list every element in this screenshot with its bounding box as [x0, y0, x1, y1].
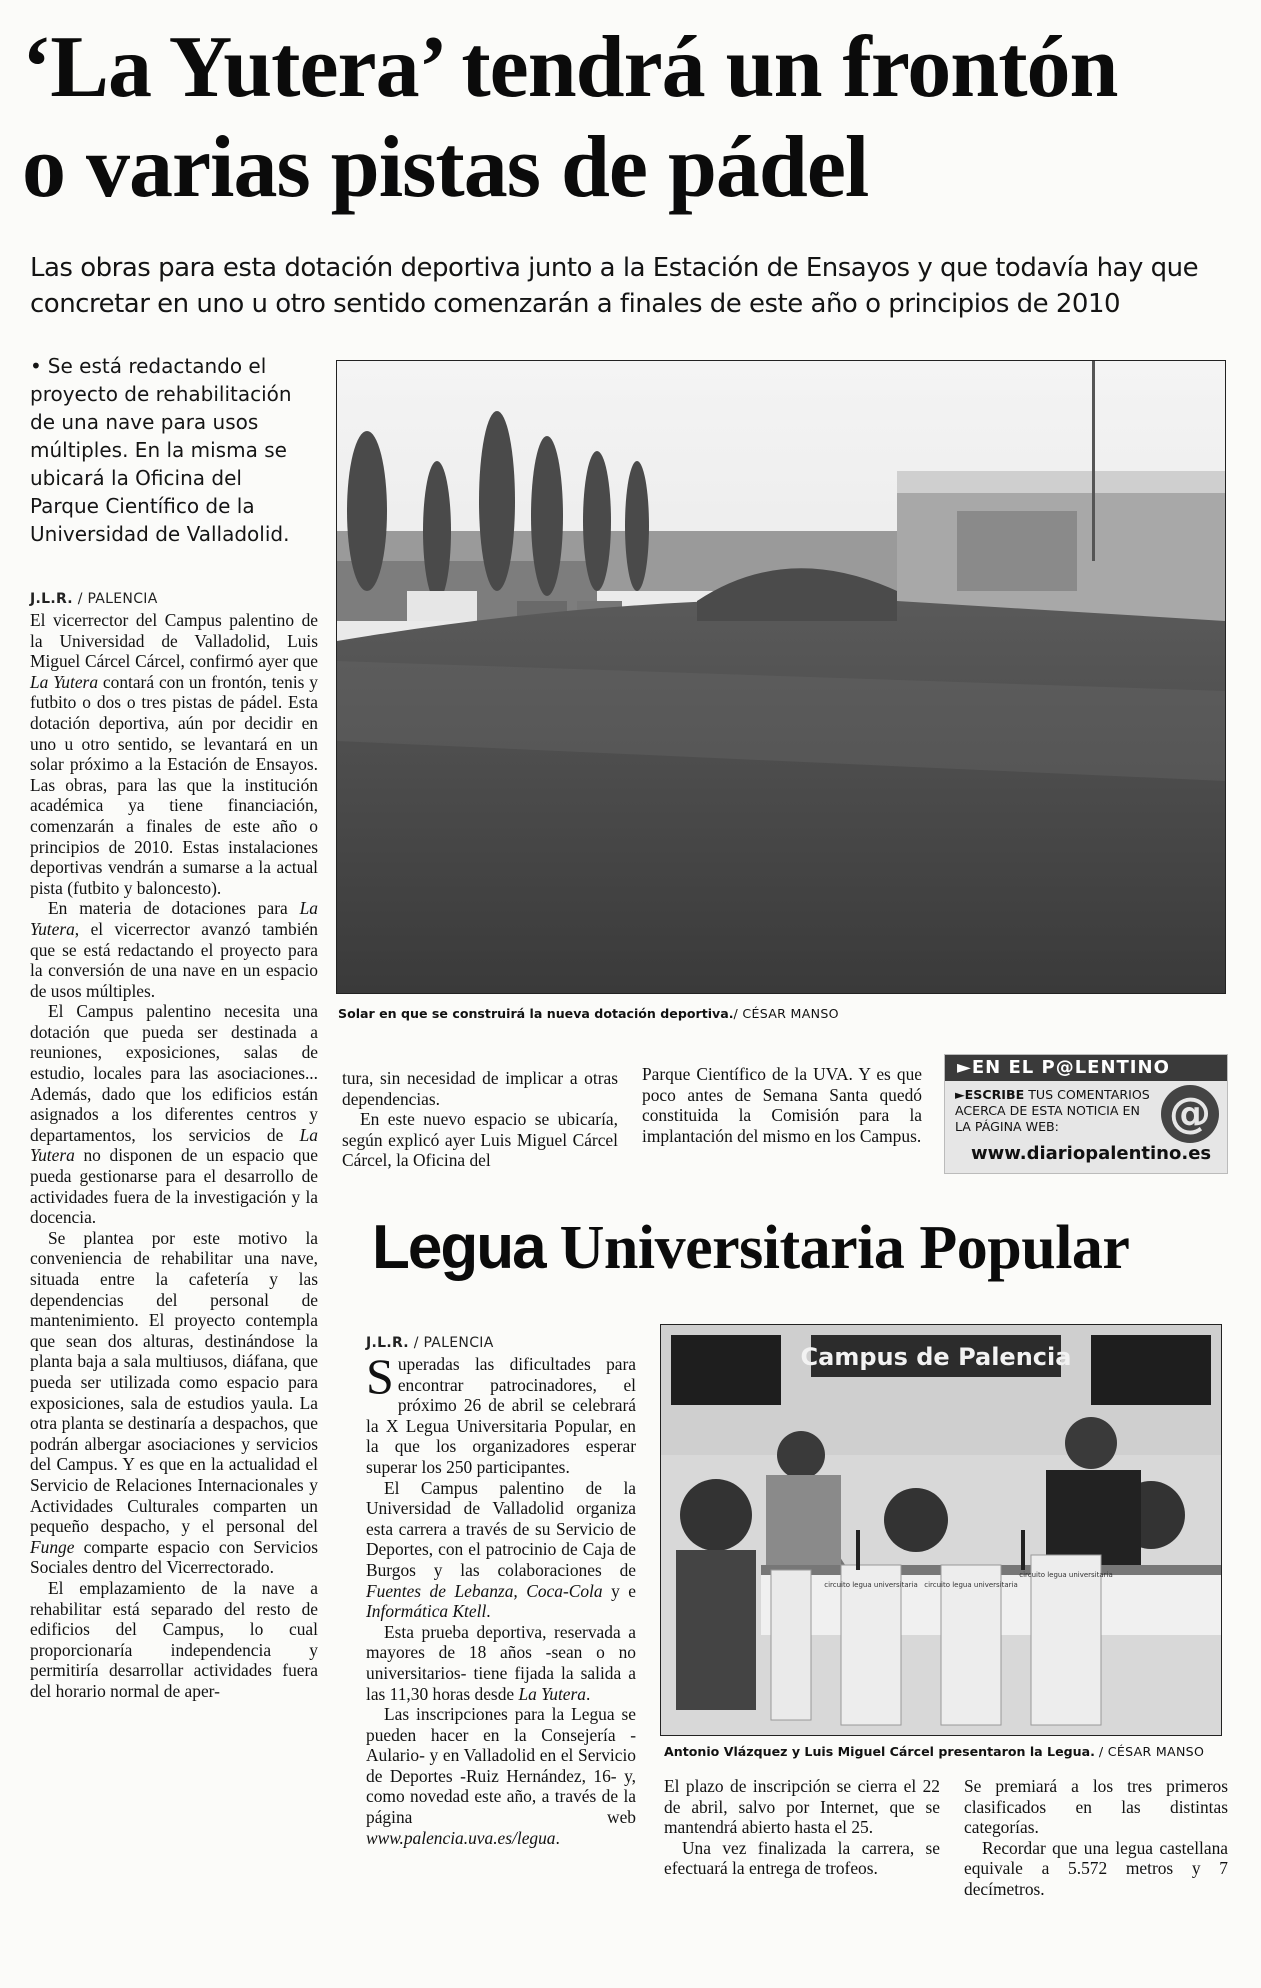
text: El Campus palentino necesita una dotación que pueda ser destinada a reuniones, exposiciones, salas de estudio, locales para las asociaciones... Además, dado que los edificios están asignados a los diferentes centros y departamentos, los servicios de — [30, 1001, 318, 1145]
headline-line-1: ‘La Yutera’ tendrá un frontón — [22, 19, 1118, 116]
caption-text: Solar en que se construirá la nueva dotación deportiva. — [338, 1006, 734, 1021]
caption-credit: / CÉSAR MANSO — [1098, 1744, 1205, 1759]
paragraph — [664, 1776, 940, 1838]
highlight-text: Se está redactando el proyecto de rehabilitación de una nave para usos múltiples. En la misma se ubicará la Oficina del Parque Científico de la Universidad de Valladolid. — [30, 354, 292, 546]
text-italic: La Yutera — [30, 671, 99, 692]
paragraph — [964, 1838, 1228, 1900]
text: El Campus palentino de la Universidad de Valladolid organiza esta carrera a través de su Servicio de Deportes, con el patrocinio de Caja de Burgos y las colaboraciones de — [366, 1477, 636, 1580]
article-column-2 — [342, 1068, 618, 1171]
paragraph — [366, 1622, 636, 1704]
drop-cap: S — [366, 1348, 394, 1404]
text: y e — [602, 1580, 636, 1601]
photo-banner-text: Campus de Palencia — [800, 1343, 1072, 1371]
photo-caption — [338, 1006, 1218, 1022]
text: Esta prueba deportiva, reservada a mayores de 18 años -sean o no universitarios- tiene fijada la salida a las 11,30 horas desde — [366, 1621, 636, 1704]
photo-image — [661, 1325, 1221, 1735]
caption-text: Antonio Vlázquez y Luis Miguel Cárcel presentaron la Legua. — [664, 1744, 1095, 1759]
text: contará con un frontón, tenis y futbito o dos o tres pistas de pádel. Esta dotación deportiva, aún por decidir en uno u otro sentido, se levantará en un solar próximo a la Estación de Ensayos. Las obras, para las que la institución académica ya tiene financiación, comenzarán a finales de este año o principios de 2010. Estas instalaciones deportivas vendrán a sumarse a la actual pista (futbito y baloncesto). — [30, 671, 319, 898]
paragraph — [342, 1068, 618, 1109]
subhead-line-1: Las obras para esta dotación deportiva junto a la Estación de Ensayos y que todavía hay que — [30, 253, 1199, 283]
paragraph — [664, 1838, 940, 1879]
text-italic: La Yutera — [30, 898, 318, 939]
paragraph — [30, 898, 318, 1001]
at-sign-icon: @ — [1161, 1085, 1219, 1143]
byline-author: J.L.R. — [30, 591, 73, 607]
paragraph — [366, 1348, 636, 1478]
article-subheadline — [30, 250, 1220, 322]
article-2-column-2 — [664, 1776, 940, 1879]
paragraph — [30, 1228, 318, 1578]
text-italic: La Yutera — [518, 1683, 586, 1704]
text: tura, sin necesidad de implicar a otras dependencias. — [342, 1068, 618, 1109]
text: Recordar que una legua castellana equivale a 5.572 metros y 7 decímetros. — [964, 1837, 1228, 1899]
article-highlight — [30, 352, 300, 548]
text-italic: Informática Ktell — [366, 1601, 487, 1622]
article-2-column-1 — [366, 1348, 636, 1848]
subhead-line-2: concretar en uno u otro sentido comenzarán a finales de este año o principios de 2010 — [30, 289, 1121, 319]
text-italic: www.palencia.uva.es/legua — [366, 1827, 556, 1848]
paragraph — [964, 1776, 1228, 1838]
caption-credit: / CÉSAR MANSO — [733, 1006, 839, 1021]
text: En materia de dotaciones para — [48, 898, 300, 919]
text: . — [555, 1827, 560, 1848]
text-italic: Funge — [30, 1536, 75, 1557]
poster-text: circuito legua universitaria — [824, 1581, 918, 1589]
text: no disponen de un espacio que pueda gestionarse para el desarrollo de actividades fuera de la investigación y la docencia. — [30, 1145, 318, 1228]
paragraph — [642, 1064, 922, 1146]
headline-line-2: o varias pistas de pádel — [22, 119, 869, 216]
paragraph — [30, 1578, 318, 1702]
text: Se premiará a los tres primeros clasificados en las distintas categorías. — [964, 1776, 1228, 1838]
text: El plazo de inscripción se cierra el 22 de abril, salvo por Internet, que se mantendrá abierto hasta el 25. — [664, 1776, 940, 1838]
paragraph — [30, 1001, 318, 1228]
bullet-icon: • — [30, 354, 42, 378]
byline-author: J.L.R. — [366, 1335, 409, 1351]
article-byline — [30, 590, 158, 608]
promo-text — [955, 1087, 1155, 1135]
paragraph — [30, 610, 318, 898]
text: En este nuevo espacio se ubicaría, según explicó ayer Luis Miguel Cárcel Cárcel, la Oficina del — [342, 1109, 618, 1171]
article-column-1 — [30, 610, 318, 1701]
article-2-photo — [660, 1324, 1222, 1736]
text: Una vez finalizada la carrera, se efectuará la entrega de trofeos. — [664, 1837, 940, 1879]
byline-place: / PALENCIA — [408, 1335, 494, 1351]
text-italic: Fuentes de Lebanza, Coca-Cola — [366, 1580, 603, 1601]
article-headline — [22, 18, 1242, 218]
promo-lead: ►ESCRIBE — [955, 1087, 1025, 1102]
article-photo-solar — [336, 360, 1226, 994]
text: El vicerrector del Campus palentino de la Universidad de Valladolid, Luis Miguel Cárcel Cárcel, confirmó ayer que — [30, 610, 318, 672]
article-2-headline — [372, 1212, 1232, 1284]
online-promo-box[interactable] — [944, 1054, 1228, 1174]
promo-header: ►EN EL P@LENTINO — [945, 1055, 1227, 1081]
promo-url-link[interactable]: www.diariopalentino.es — [971, 1143, 1212, 1164]
text: . — [486, 1601, 491, 1622]
text: uperadas las dificultades para encontrar patrocinadores, el próximo 26 de abril se celebrará la X Legua Universitaria Popular, en la que los organizadores esperar superar los 250 participantes. — [366, 1354, 636, 1477]
paragraph — [342, 1109, 618, 1171]
text: El emplazamiento de la nave a rehabilitar está separado del resto de edificios del Campus, lo cual proporcionaría independencia y permitiría desarrollar actividades fuera del horario normal de aper- — [30, 1577, 318, 1701]
photo-2-caption — [664, 1744, 1220, 1760]
headline-rest: Universitaria Popular — [544, 1214, 1130, 1282]
article-2-column-3 — [964, 1776, 1228, 1900]
photo-image — [337, 361, 1225, 993]
paragraph — [366, 1704, 636, 1848]
poster-text: circuito legua universitaria — [924, 1581, 1018, 1589]
article-column-3 — [642, 1064, 922, 1146]
poster-text: circuito legua universitaria — [1019, 1571, 1113, 1579]
text: , el vicerrector avanzó también que se está redactando el proyecto para la conversión de una nave en un espacio de usos múltiples. — [30, 918, 318, 1001]
text: Parque Científico de la UVA. Y es que poco antes de Semana Santa quedó constituida la Comisión para la implantación del mismo en los Campus. — [642, 1064, 922, 1146]
text: . — [585, 1683, 591, 1704]
text: Las inscripciones para la Legua se pueden hacer en la Consejería -Aulario- y en Valladolid en el Servicio de Deportes -Ruiz Hernández, 16- y, como novedad este año, a través de la página web — [366, 1704, 636, 1828]
text: Se plantea por este motivo la conveniencia de rehabilitar una nave, situada entre la cafetería y las dependencias del personal de mantenimiento. El proyecto contempla que sean dos alturas, destinándose la planta baja a sala multiusos, diáfana, que pueda ser utilizada como espacio para exposiciones, sala de estudios yaula. La otra planta se destinaría a despachos, que podrán albergar asociaciones y servicios del Campus. Y es que en la actualidad el Servicio de Relaciones Internacionales y Actividades Culturales comparten un pequeño despacho, y el personal del — [30, 1227, 318, 1537]
text-italic: La Yutera — [30, 1124, 318, 1166]
promo-body: TUS COMENTARIOS ACERCA DE ESTA NOTICIA EN LA PÁGINA WEB: — [955, 1087, 1150, 1134]
headline-bold: Legua — [372, 1213, 545, 1282]
paragraph — [366, 1478, 636, 1622]
text: comparte espacio con Servicios Sociales dentro del Vicerrectorado. — [30, 1536, 318, 1578]
byline-place: / PALENCIA — [72, 591, 158, 607]
